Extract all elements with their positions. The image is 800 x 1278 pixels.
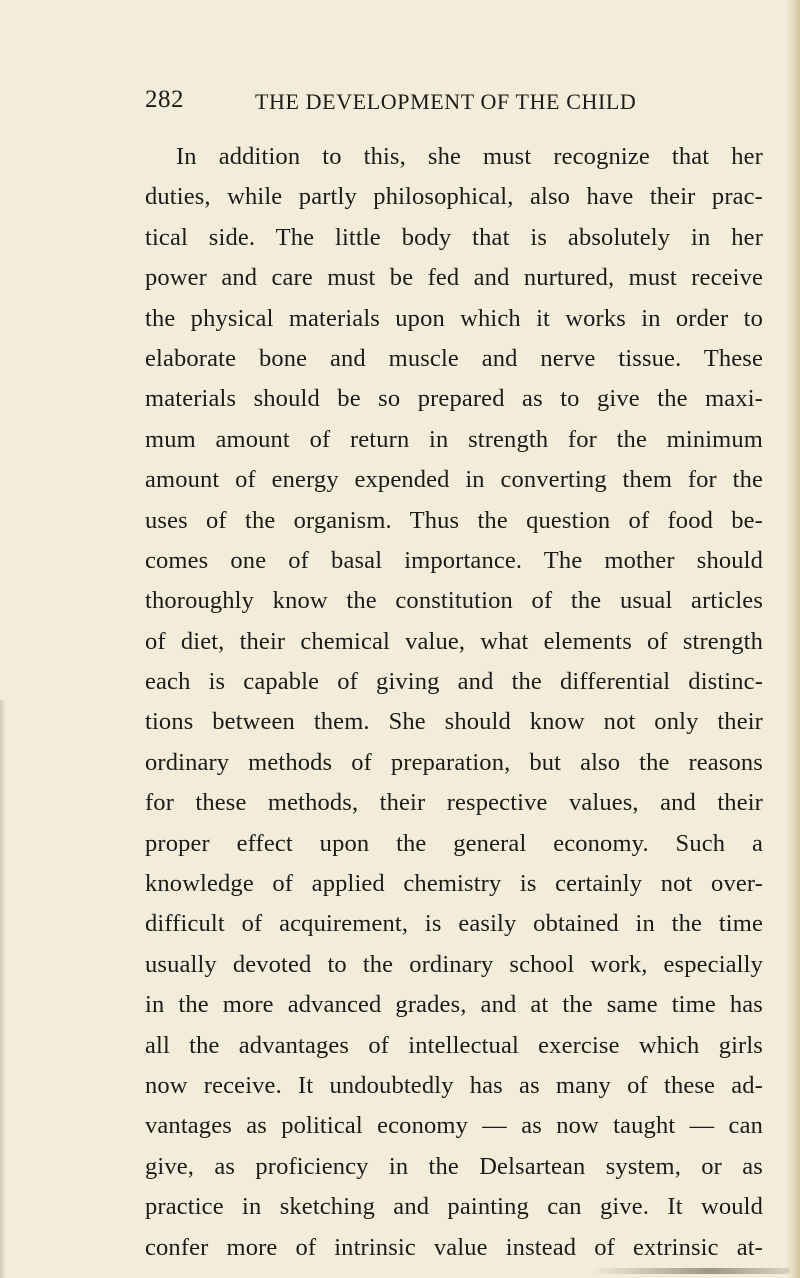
text-line: difficult of acquirement, is easily obtained in the time [145,910,763,938]
text-line: tical side. The little body that is absolutely in her [145,223,763,251]
page-number: 282 [145,86,184,113]
text-line: each is capable of giving and the differential distinc- [145,668,763,696]
text-line: In addition to this, she must recognize that her [176,143,763,170]
running-title: THE DEVELOPMENT OF THE CHILD [255,89,637,114]
text-line: the physical materials upon which it works in order to [145,304,763,332]
ink-smudge [590,1268,790,1274]
text-line: elaborate bone and muscle and nerve tissue. These [145,344,763,372]
text-line: vantages as political economy — as now taught — can [145,1112,763,1140]
text-line: thoroughly know the constitution of the usual articles [145,587,763,615]
text-line: practice in sketching and painting can give. It would [145,1193,763,1221]
text-line: materials should be so prepared as to give the maxi- [145,385,763,413]
text-line: proper effect upon the general economy. Such a [145,829,763,857]
page-edge-shadow [786,0,800,1278]
text-line: usually devoted to the ordinary school work, especially [145,950,763,978]
text-line: power and care must be fed and nurtured, must receive [145,264,763,292]
page-gutter-shadow [0,700,6,1278]
text-line: amount of energy expended in converting them for the [145,466,763,494]
text-line: of diet, their chemical value, what elements of strength [145,627,763,655]
text-line: mum amount of return in strength for the minimum [145,425,763,453]
text-line: tions between them. She should know not only their [145,708,763,736]
text-line: in the more advanced grades, and at the same time has [145,991,763,1019]
text-line: duties, while partly philosophical, also have their prac- [145,183,763,211]
text-line: all the advantages of intellectual exercise which girls [145,1031,763,1059]
text-line: comes one of basal importance. The mother should [145,546,763,574]
text-line: ordinary methods of preparation, but also the reasons [145,748,763,776]
text-line: now receive. It undoubtedly has as many of these ad- [145,1071,763,1099]
text-line: for these methods, their respective values, and their [145,789,763,817]
text-line: give, as proficiency in the Delsartean system, or as [145,1152,763,1180]
text-line: confer more of intrinsic value instead of extrinsic at- [145,1233,763,1261]
text-line: knowledge of applied chemistry is certainly not over- [145,870,763,898]
text-line: uses of the organism. Thus the question of food be- [145,506,763,534]
body-paragraph [145,137,763,1268]
page-header [145,86,680,126]
